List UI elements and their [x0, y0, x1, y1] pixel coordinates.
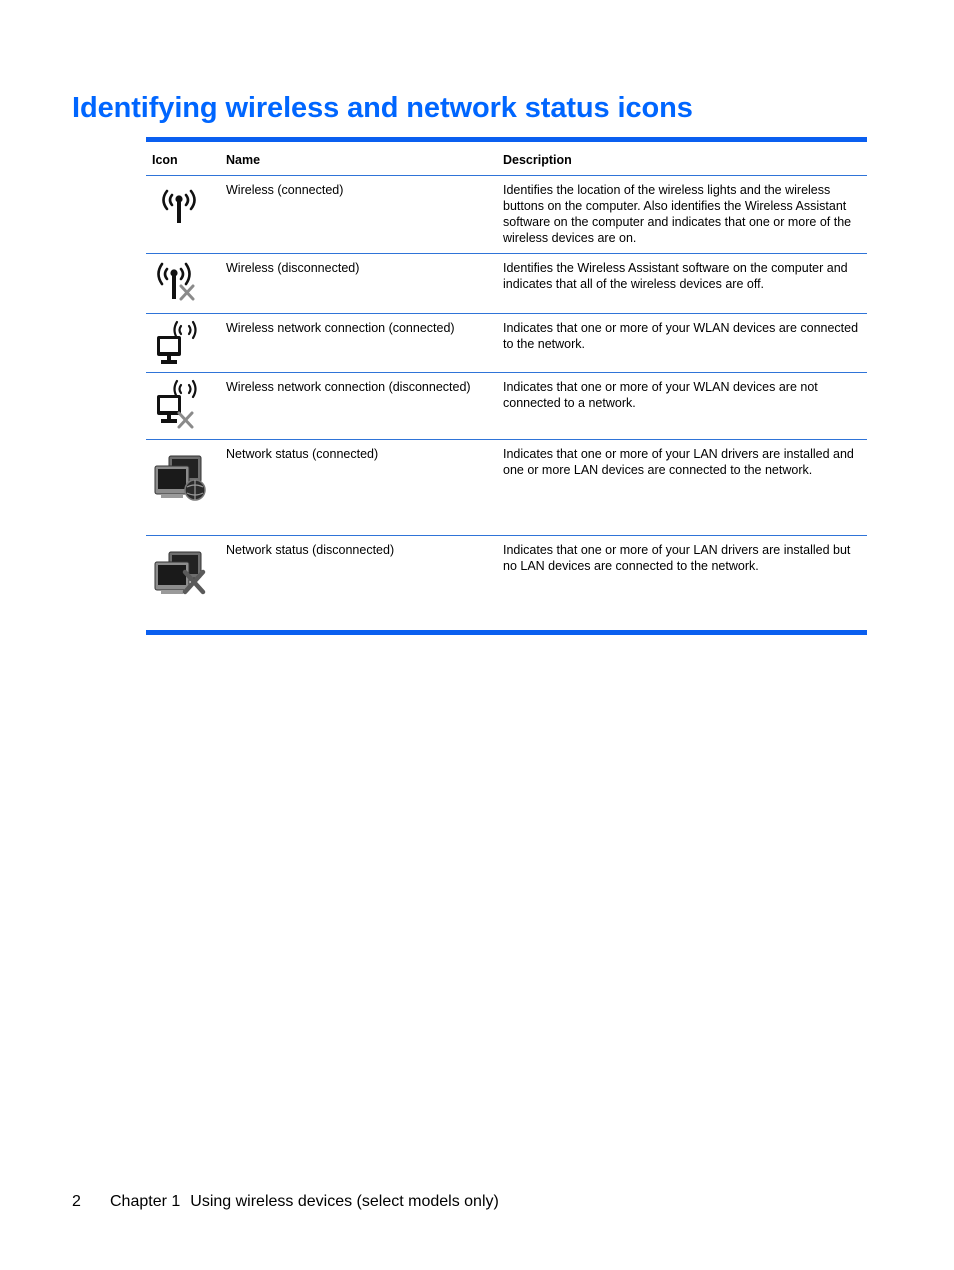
network-status-connected-icon — [151, 452, 211, 508]
wireless-connected-icon — [151, 184, 207, 228]
table-row — [146, 373, 867, 440]
icon-cell — [146, 314, 220, 372]
row-name: Wireless (disconnected) — [226, 261, 360, 275]
icon-cell — [146, 440, 220, 535]
table-bottom-rule — [146, 630, 867, 635]
header-description: Description — [503, 153, 572, 167]
table-row — [146, 176, 867, 254]
icon-cell — [146, 176, 220, 253]
wireless-network-connected-icon — [151, 318, 207, 368]
page-number: 2 — [72, 1193, 81, 1210]
table-row — [146, 314, 867, 373]
row-description: Indicates that one or more of your WLAN devices are connected to the network. — [503, 321, 859, 351]
wireless-network-disconnected-icon — [151, 377, 207, 433]
header-icon: Icon — [152, 153, 178, 167]
table-row — [146, 536, 867, 630]
table-header-row — [146, 142, 867, 176]
row-description: Indicates that one or more of your LAN drivers are installed and one or more LAN devices are connected to the network. — [503, 447, 854, 477]
table-row — [146, 254, 867, 314]
row-description: Identifies the Wireless Assistant software on the computer and indicates that all of the wireless devices are off. — [503, 261, 848, 291]
row-name: Wireless (connected) — [226, 183, 344, 197]
row-description: Identifies the location of the wireless lights and the wireless buttons on the computer. Also identifies the Wireless Assistant software on the computer and indicates that one or more of the wireless devices are on. — [503, 183, 852, 245]
row-description: Indicates that one or more of your LAN drivers are installed but no LAN devices are connected to the network. — [503, 543, 851, 573]
table-row — [146, 440, 867, 536]
row-name: Wireless network connection (disconnected) — [226, 380, 471, 394]
row-description: Indicates that one or more of your WLAN devices are not connected to a network. — [503, 380, 818, 410]
icon-cell — [146, 536, 220, 630]
icon-cell — [146, 254, 220, 313]
chapter-title: Using wireless devices (select models only) — [190, 1193, 499, 1210]
icon-cell — [146, 373, 220, 439]
row-name: Network status (disconnected) — [226, 543, 395, 557]
wireless-disconnected-icon — [151, 258, 207, 308]
row-name: Network status (connected) — [226, 447, 379, 461]
header-name: Name — [226, 153, 261, 167]
chapter-label: Chapter 1 — [110, 1193, 181, 1210]
status-icons-table — [146, 137, 867, 635]
page-footer — [72, 1193, 499, 1211]
network-status-disconnected-icon — [151, 548, 211, 604]
page-title: Identifying wireless and network status icons — [72, 92, 693, 124]
row-name: Wireless network connection (connected) — [226, 321, 455, 335]
